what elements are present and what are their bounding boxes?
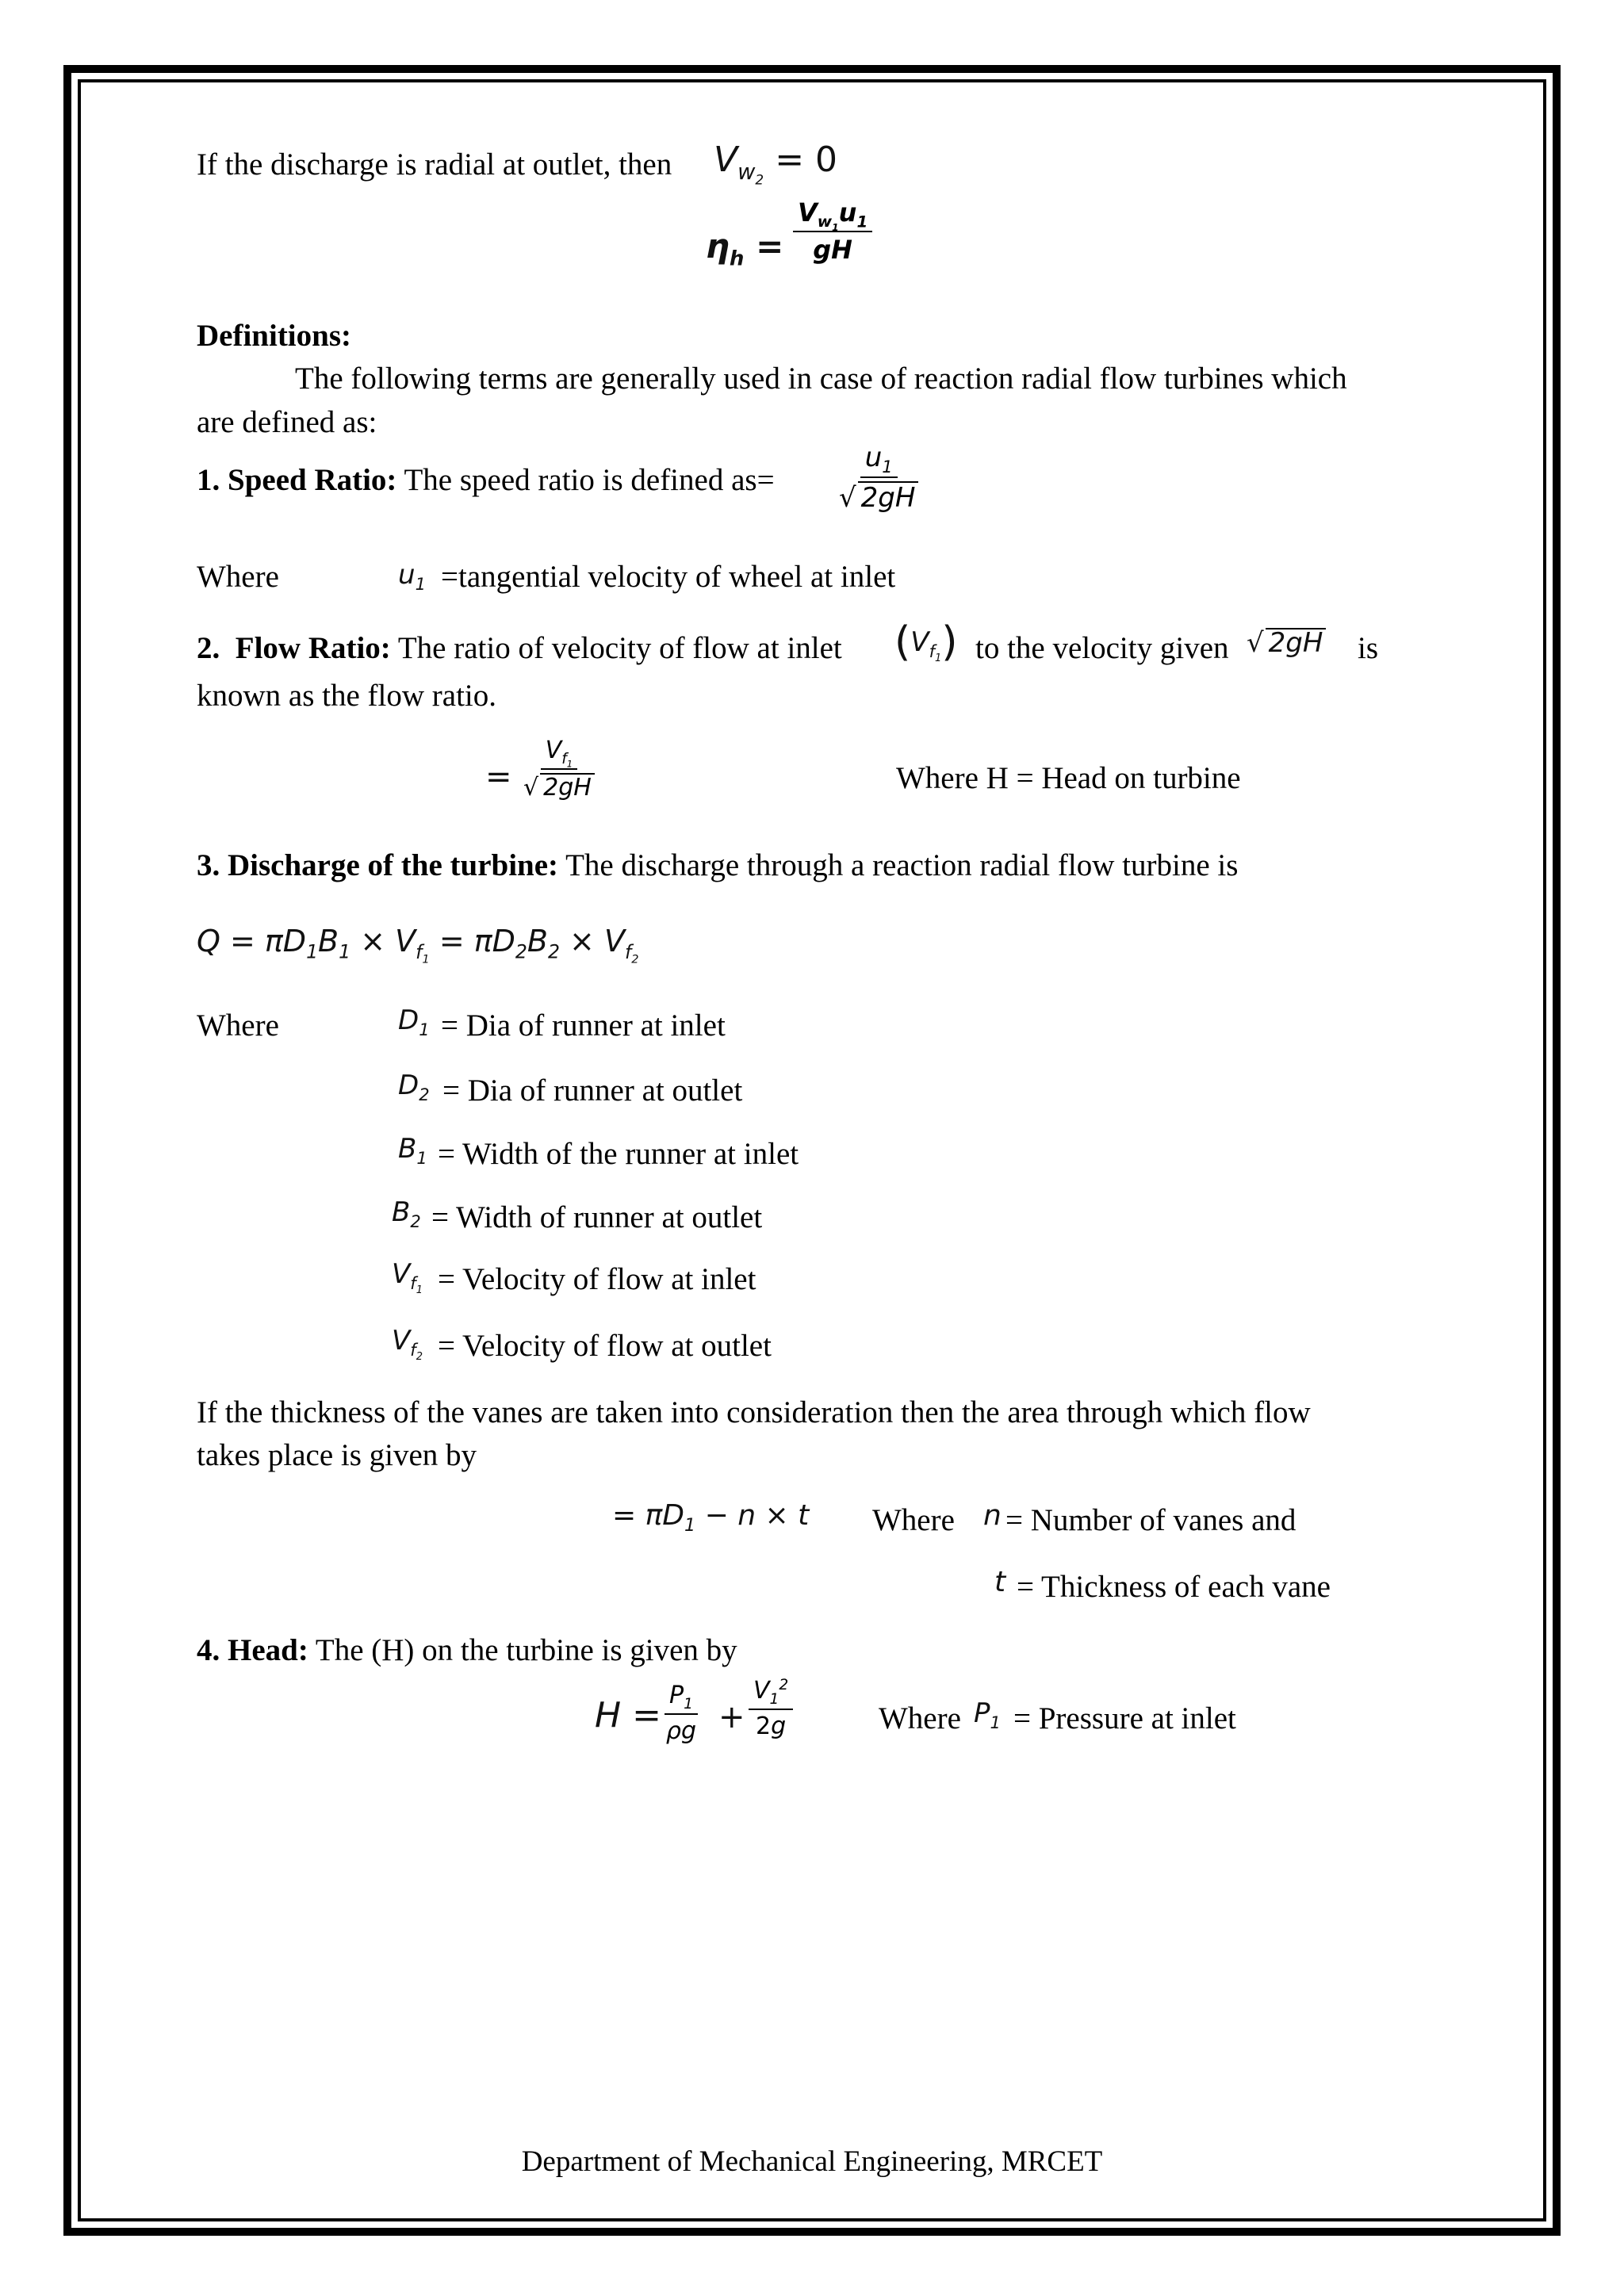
speed-ratio-line: 1. Speed Ratio: The speed ratio is defined as=: [197, 463, 775, 497]
d2-definition: = Dia of runner at outlet: [442, 1073, 743, 1108]
thickness-line1: If the thickness of the vanes are taken into consideration then the area through which flow: [197, 1395, 1311, 1429]
discharge-line: [197, 850, 1238, 881]
definitions-heading: Definitions:: [197, 319, 351, 353]
discharge-number: 3.: [197, 848, 220, 882]
head-title: Head:: [228, 1633, 308, 1667]
sym-d2: $D_2$: [398, 1070, 430, 1104]
sym-n: n: [983, 1499, 1002, 1532]
sym-sqrt-2gh: √ 2gH: [1247, 628, 1326, 656]
flow-ratio-line2: known as the flow ratio.: [197, 679, 497, 713]
head-text: The (H) on the turbine is given by: [315, 1633, 737, 1667]
u1-definition: =tangential velocity of wheel at inlet: [441, 560, 896, 594]
t-definition: = Thickness of each vane: [1017, 1570, 1331, 1604]
speed-ratio-text: The speed ratio is defined as: [404, 463, 757, 497]
area-where: Where: [872, 1503, 955, 1537]
vf2-definition: = Velocity of flow at outlet: [438, 1329, 772, 1363]
sym-d1: $D_1$: [398, 1004, 430, 1039]
eq-speed-ratio-fraction: $\frac{u_1}{√ 2gH}$: [839, 442, 918, 514]
head-line: [197, 1635, 737, 1666]
speed-ratio-number: 1.: [197, 463, 220, 497]
sym-vf1-paren: $(V_{f_1})$: [894, 618, 958, 666]
b2-definition: = Width of runner at outlet: [431, 1200, 763, 1234]
discharge-where: Where: [197, 1008, 279, 1043]
head-where: Where: [879, 1701, 961, 1735]
vf1-definition: = Velocity of flow at inlet: [438, 1262, 756, 1296]
b1-definition: = Width of the runner at inlet: [438, 1137, 799, 1171]
eq-head-plus: +: [718, 1699, 745, 1735]
eq-eta-h-fraction: $\frac{V_{w_1}u_1}{gH}$: [793, 198, 872, 265]
speed-ratio-title: Speed Ratio:: [228, 463, 397, 497]
page-border-inner: [78, 79, 1546, 2221]
sym-vf1: $V_{f_1}$: [392, 1258, 423, 1296]
eq-head-lhs: H =: [595, 1695, 661, 1735]
discharge-text: The discharge through a reaction radial flow turbine is: [565, 848, 1239, 882]
flow-ratio-where-head: Where H = Head on turbine: [896, 761, 1241, 795]
head-number: 4.: [197, 1633, 220, 1667]
page-footer: Department of Mechanical Engineering, MRCET: [521, 2145, 1103, 2178]
eq-head-velocity-term: $\frac{V_1^2}{2g}$: [749, 1678, 793, 1740]
flow-ratio-title: Flow Ratio:: [235, 631, 391, 665]
p1-definition: = Pressure at inlet: [1013, 1701, 1236, 1735]
speed-ratio-where: Where: [197, 560, 279, 594]
eq-vw2-zero: $V_{w_2} = 0$: [714, 140, 838, 188]
sym-vf2: $V_{f_2}$: [392, 1325, 423, 1363]
flow-ratio-text-c: is: [1358, 631, 1379, 665]
flow-ratio-number: 2.: [197, 631, 220, 665]
eq-flow-ratio-equals: =: [485, 759, 512, 795]
definitions-intro-line2: are defined as:: [197, 405, 377, 439]
eq-discharge: $Q = \pi D_1B_1 \times V_{f_1} = \pi D_2B_2 \times V_{f_2}$: [197, 924, 639, 966]
d1-definition: = Dia of runner at inlet: [441, 1008, 726, 1043]
eq-flow-ratio-fraction: $\frac{V_{f_1}}{√ 2gH}$: [523, 737, 595, 802]
discharge-title: Discharge of the turbine:: [228, 848, 559, 882]
intro-text: If the discharge is radial at outlet, then: [197, 147, 672, 182]
flow-ratio-line: [197, 633, 842, 664]
eq-area: = $\pi D_1 - n \times t$: [612, 1499, 810, 1536]
flow-ratio-text-a: The ratio of velocity of flow at inlet: [397, 631, 842, 665]
flow-ratio-text-b: to the velocity given: [975, 631, 1229, 665]
eq-eta-h-lhs: $\eta_h$ =: [706, 227, 784, 271]
sym-u1: $u_1$: [398, 559, 426, 594]
thickness-line2: takes place is given by: [197, 1438, 477, 1472]
sym-t: t: [994, 1566, 1006, 1598]
sym-b1: $B_1$: [398, 1133, 427, 1168]
n-definition: = Number of vanes and: [1005, 1503, 1297, 1537]
sym-p1: $P_1$: [974, 1697, 1001, 1732]
definitions-intro-line1: The following terms are generally used in case of reaction radial flow turbines which: [295, 362, 1347, 396]
eq-head-pressure-term: $\frac{P_1}{\rho g}$: [665, 1682, 697, 1745]
sym-b2: $B_2$: [392, 1196, 421, 1231]
